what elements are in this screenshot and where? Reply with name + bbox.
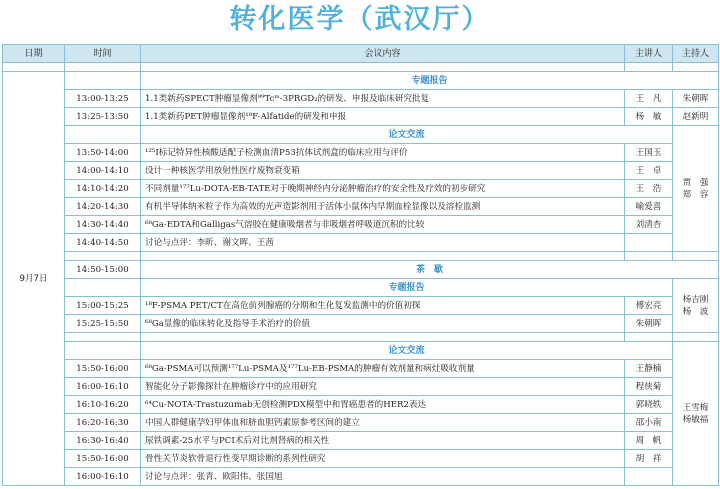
table-row xyxy=(3,297,719,315)
header-content: 会议内容 xyxy=(141,45,625,63)
content-cell: 设计一种核医学用放射性医疗废物衰变箱 xyxy=(141,162,625,180)
table-row xyxy=(3,90,719,108)
time-cell: 14:40-14:50 xyxy=(65,234,141,252)
section-row xyxy=(3,279,719,297)
host-cell xyxy=(673,342,719,486)
content-cell: ¹⁸F-PSMA PET/CT在高危前列腺癌的分期和生化复发监测中的价值初探 xyxy=(141,297,625,315)
speaker-cell: 王 卓 xyxy=(625,162,673,180)
content-cell: 智能化分子影像探针在肿瘤诊疗中的应用研究 xyxy=(141,378,625,396)
time-cell: 13:25-13:50 xyxy=(65,108,141,126)
table-row xyxy=(3,432,719,450)
speaker-cell: 郭晓轶 xyxy=(625,396,673,414)
speaker-cell: 程侠菊 xyxy=(625,378,673,396)
table-row xyxy=(3,414,719,432)
time-cell: 16:00-16:10 xyxy=(65,378,141,396)
table-row xyxy=(3,378,719,396)
host-name: 郑 容 xyxy=(682,189,709,200)
table-row xyxy=(3,450,719,468)
speaker-cell: 王 凡 xyxy=(625,90,673,108)
table-row xyxy=(3,144,719,162)
page-title: 转化医学（武汉厅） xyxy=(229,4,491,35)
time-cell: 15:50-16:00 xyxy=(65,360,141,378)
header-date: 日期 xyxy=(3,45,65,63)
time-cell: 15:00-15:25 xyxy=(65,297,141,315)
time-cell: 16:20-16:30 xyxy=(65,414,141,432)
content-cell: 讨论与点评：李昕、谢文晖、王茜 xyxy=(141,234,625,252)
speaker-cell: 王国玉 xyxy=(625,144,673,162)
schedule-table xyxy=(2,44,719,486)
table-row xyxy=(3,315,719,333)
section-row xyxy=(3,72,719,90)
speaker-cell: 喻爱喜 xyxy=(625,198,673,216)
section-row xyxy=(3,342,719,360)
content-cell: 1.1类新药PET肿瘤显像剂¹⁸F-Alfatide的研发和申报 xyxy=(141,108,625,126)
content-cell: 尿铁调素-25水平与PCI术后对比剂肾病的相关性 xyxy=(141,432,625,450)
break-label: 茶 歇 xyxy=(141,261,719,279)
content-cell: ⁶⁴Cu-NOTA-Trastuzumab无创检测PDX模型中和胃癌患者的HER2表达 xyxy=(141,396,625,414)
time-cell: 14:00-14:10 xyxy=(65,162,141,180)
time-cell: 15:25-15:50 xyxy=(65,315,141,333)
header-host: 主持人 xyxy=(673,45,719,63)
content-cell: 不同剂量¹⁷⁷Lu-DOTA-EB-TATE对于晚期神经内分泌肿瘤治疗的安全性及疗效的初步研究 xyxy=(141,180,625,198)
table-row xyxy=(3,180,719,198)
time-cell: 14:20-14:30 xyxy=(65,198,141,216)
host-cell xyxy=(673,126,719,252)
date-cell: 9月7日 xyxy=(3,72,65,486)
content-cell: ⁶⁸Ga-EDTA和Galligas气溶胶在健康吸烟者与非吸烟者呼吸道沉积的比较 xyxy=(141,216,625,234)
table-row xyxy=(3,468,719,486)
table-row xyxy=(3,252,719,261)
host-cell: 赵新明 xyxy=(673,108,719,126)
speaker-cell: 杨 敏 xyxy=(625,108,673,126)
host-name: 杨敏福 xyxy=(682,414,709,425)
table-row xyxy=(3,63,719,72)
speaker-cell xyxy=(625,468,673,486)
speaker-cell xyxy=(625,234,673,252)
speaker-cell: 胡 祥 xyxy=(625,450,673,468)
content-cell: ⁶⁸Ga-PSMA可以预测¹⁷⁷Lu-PSMA及¹⁷⁷Lu-EB-PSMA的肿瘤有效剂量和病灶吸收剂量 xyxy=(141,360,625,378)
speaker-cell: 邵小南 xyxy=(625,414,673,432)
speaker-cell: 王 浩 xyxy=(625,180,673,198)
speaker-cell: 刘清杏 xyxy=(625,216,673,234)
break-time: 14:50-15:00 xyxy=(65,261,141,279)
section-heading: 专题报告 xyxy=(141,72,719,90)
table-row xyxy=(3,234,719,252)
content-cell: 骨性关节炎软骨退行性变早期诊断的系列性研究 xyxy=(141,450,625,468)
time-cell: 15:50-16:00 xyxy=(65,450,141,468)
break-row xyxy=(3,261,719,279)
table-row xyxy=(3,360,719,378)
section-heading: 论文交流 xyxy=(141,342,673,360)
speaker-cell: 周 帆 xyxy=(625,432,673,450)
table-header-row xyxy=(3,45,719,63)
header-speaker: 主讲人 xyxy=(625,45,673,63)
content-cell: 中国人群健康孕妇甲体血和脐血胆钙素原参考区间的建立 xyxy=(141,414,625,432)
time-cell: 16:30-16:40 xyxy=(65,432,141,450)
table-row xyxy=(3,198,719,216)
table-row xyxy=(3,333,719,342)
speaker-cell: 傅宏亮 xyxy=(625,297,673,315)
time-cell: 16:00-16:10 xyxy=(65,468,141,486)
host-name: 杨吉刚 xyxy=(682,294,709,305)
section-heading: 论文交流 xyxy=(141,126,673,144)
table-row xyxy=(3,396,719,414)
section-row xyxy=(3,126,719,144)
content-cell: 讨论与点评：张青、欧阳伟、张国旭 xyxy=(141,468,625,486)
time-cell: 14:30-14:40 xyxy=(65,216,141,234)
content-cell: ⁶⁸Ga显像的临床转化及指导手术治疗的价值 xyxy=(141,315,625,333)
header-time: 时间 xyxy=(65,45,141,63)
content-cell: 有机半导体纳米粒子作为高效的光声造影剂用于活体小鼠体内早期血栓显像以及溶栓监测 xyxy=(141,198,625,216)
host-name: 杨 波 xyxy=(682,306,709,317)
host-name: 王雪梅 xyxy=(682,402,709,413)
content-cell: 1.1类新药SPECT肿瘤显像剂⁹⁹Tcᵐ-3PRGD₂的研发、申报及临床研究批复 xyxy=(141,90,625,108)
time-cell: 16:10-16:20 xyxy=(65,396,141,414)
section-heading: 专题报告 xyxy=(141,279,673,297)
content-cell: ¹²⁵I标记特异性核酸适配子检测血清P53抗体试剂盒的临床应用与评价 xyxy=(141,144,625,162)
speaker-cell: 朱朝晖 xyxy=(625,315,673,333)
host-name: 贾 强 xyxy=(682,177,709,188)
table-row xyxy=(3,162,719,180)
speaker-cell: 王静楠 xyxy=(625,360,673,378)
time-cell: 13:00-13:25 xyxy=(65,90,141,108)
table-row xyxy=(3,216,719,234)
host-cell: 朱朝晖 xyxy=(673,90,719,108)
time-cell: 13:50-14:00 xyxy=(65,144,141,162)
table-row xyxy=(3,108,719,126)
time-cell: 14:10-14:20 xyxy=(65,180,141,198)
host-cell xyxy=(673,279,719,333)
